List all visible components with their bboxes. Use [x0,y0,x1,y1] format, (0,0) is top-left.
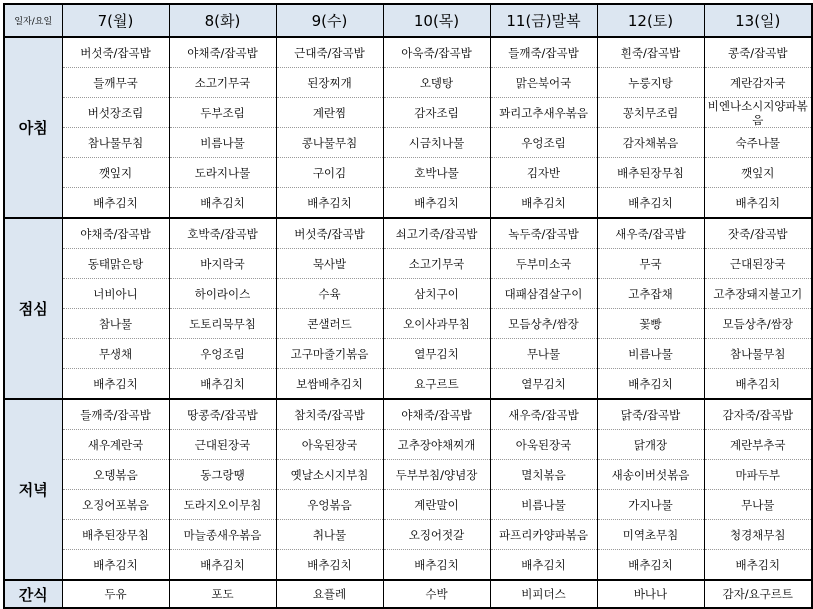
menu-item: 두부조림 [169,98,276,128]
menu-item: 두부미소국 [490,249,597,279]
menu-body [4,37,812,608]
menu-row [4,37,812,68]
menu-item: 고추잡채 [597,279,704,309]
menu-item: 근대된장국 [704,249,812,279]
menu-row [4,490,812,520]
menu-item: 계란부추국 [704,430,812,460]
menu-item: 배추김치 [597,550,704,581]
menu-item: 닭개장 [597,430,704,460]
meal-label: 저녁 [4,399,62,580]
menu-item: 멸치볶음 [490,460,597,490]
menu-item: 열무김치 [490,369,597,400]
menu-item: 보쌈배추김치 [276,369,383,400]
menu-item: 배추김치 [276,550,383,581]
menu-item: 무나물 [490,339,597,369]
menu-item: 아욱된장국 [490,430,597,460]
menu-item: 아욱죽/잡곡밥 [383,37,490,68]
menu-item: 무국 [597,249,704,279]
menu-item: 꽈리고추새우볶음 [490,98,597,128]
menu-item: 배추김치 [169,369,276,400]
menu-item: 들깨죽/잡곡밥 [490,37,597,68]
menu-item: 새우계란국 [62,430,169,460]
menu-item: 미역초무침 [597,520,704,550]
menu-row [4,460,812,490]
menu-item: 무나물 [704,490,812,520]
meal-plan-table [3,3,813,609]
menu-item: 새송이버섯볶음 [597,460,704,490]
menu-item: 오징어포볶음 [62,490,169,520]
menu-item: 배추된장무침 [62,520,169,550]
menu-item: 하이라이스 [169,279,276,309]
menu-row [4,309,812,339]
snack-item: 비피더스 [490,580,597,608]
meal-label: 아침 [4,37,62,218]
menu-item: 바지락국 [169,249,276,279]
day-header: 12(토) [597,4,704,37]
menu-row [4,128,812,158]
snack-item: 수박 [383,580,490,608]
menu-item: 삼치구이 [383,279,490,309]
menu-item: 계란감자국 [704,68,812,98]
menu-item: 동태맑은탕 [62,249,169,279]
menu-item: 고추장야채찌개 [383,430,490,460]
menu-item: 배추김치 [62,369,169,400]
menu-item: 흰죽/잡곡밥 [597,37,704,68]
menu-item: 콩나물무침 [276,128,383,158]
menu-item: 배추김치 [169,550,276,581]
menu-row [4,550,812,581]
menu-item: 배추김치 [383,188,490,219]
menu-item: 꽃빵 [597,309,704,339]
menu-item: 깻잎지 [704,158,812,188]
date-day-header: 일자/요일 [4,4,62,37]
menu-item: 콘샐러드 [276,309,383,339]
header-row [4,4,812,37]
menu-item: 야채죽/잡곡밥 [169,37,276,68]
menu-item: 오뎅탕 [383,68,490,98]
menu-item: 가지나물 [597,490,704,520]
menu-item: 참나물 [62,309,169,339]
menu-item: 근대된장국 [169,430,276,460]
menu-item: 아욱된장국 [276,430,383,460]
menu-item: 비름나물 [597,339,704,369]
menu-item: 버섯죽/잡곡밥 [62,37,169,68]
menu-item: 들깨무국 [62,68,169,98]
menu-item: 배추김치 [62,550,169,581]
menu-row [4,98,812,128]
menu-item: 소고기무국 [383,249,490,279]
menu-item: 비엔나소시지양파볶음 [704,98,812,128]
day-header: 8(화) [169,4,276,37]
menu-item: 꽁치무조림 [597,98,704,128]
menu-item: 배추김치 [490,188,597,219]
menu-item: 모듬상추/쌈장 [490,309,597,339]
day-header: 9(수) [276,4,383,37]
menu-item: 배추김치 [62,188,169,219]
menu-item: 호박나물 [383,158,490,188]
menu-item: 도라지나물 [169,158,276,188]
menu-item: 배추김치 [276,188,383,219]
menu-item: 너비아니 [62,279,169,309]
menu-row [4,68,812,98]
menu-item: 무생채 [62,339,169,369]
menu-row [4,399,812,430]
menu-item: 쇠고기죽/잡곡밥 [383,218,490,249]
menu-item: 배추김치 [704,550,812,581]
menu-row [4,279,812,309]
menu-item: 배추김치 [490,550,597,581]
menu-row [4,188,812,219]
menu-item: 도라지오이무침 [169,490,276,520]
menu-row [4,218,812,249]
menu-item: 수육 [276,279,383,309]
snack-item: 두유 [62,580,169,608]
menu-item: 우엉조림 [169,339,276,369]
day-header: 7(월) [62,4,169,37]
menu-item: 우엉볶음 [276,490,383,520]
menu-item: 땅콩죽/잡곡밥 [169,399,276,430]
menu-item: 오이사과무침 [383,309,490,339]
menu-item: 근대죽/잡곡밥 [276,37,383,68]
menu-row [4,249,812,279]
menu-item: 버섯죽/잡곡밥 [276,218,383,249]
menu-item: 배추김치 [597,369,704,400]
menu-item: 감자조림 [383,98,490,128]
menu-item: 맑은북어국 [490,68,597,98]
menu-item: 버섯장조림 [62,98,169,128]
menu-item: 오징어젓갈 [383,520,490,550]
menu-item: 두부부침/양념장 [383,460,490,490]
menu-item: 옛날소시지부침 [276,460,383,490]
menu-item: 참나물무침 [62,128,169,158]
day-header: 10(목) [383,4,490,37]
menu-item: 대패삼겹살구이 [490,279,597,309]
menu-item: 참나물무침 [704,339,812,369]
snack-item: 바나나 [597,580,704,608]
menu-row [4,339,812,369]
menu-item: 감자채볶음 [597,128,704,158]
snack-item: 감자/요구르트 [704,580,812,608]
menu-item: 비름나물 [490,490,597,520]
menu-item: 배추김치 [704,188,812,219]
menu-item: 김자반 [490,158,597,188]
menu-item: 동그랑땡 [169,460,276,490]
menu-item: 소고기무국 [169,68,276,98]
menu-item: 묵사발 [276,249,383,279]
menu-item: 계란말이 [383,490,490,520]
menu-row [4,158,812,188]
menu-item: 배추김치 [169,188,276,219]
menu-item: 구이김 [276,158,383,188]
snack-item: 요플레 [276,580,383,608]
menu-item: 배추김치 [383,550,490,581]
menu-item: 배추된장무침 [597,158,704,188]
menu-item: 도토리묵무침 [169,309,276,339]
menu-item: 마파두부 [704,460,812,490]
menu-item: 들깨죽/잡곡밥 [62,399,169,430]
snack-row [4,580,812,608]
menu-item: 청경채무침 [704,520,812,550]
menu-item: 배추김치 [704,369,812,400]
day-header: 11(금)말복 [490,4,597,37]
menu-item: 비름나물 [169,128,276,158]
menu-item: 마늘종새우볶음 [169,520,276,550]
menu-item: 깻잎지 [62,158,169,188]
menu-item: 우엉조림 [490,128,597,158]
menu-item: 누룽지탕 [597,68,704,98]
menu-item: 모듬상추/쌈장 [704,309,812,339]
snack-item: 포도 [169,580,276,608]
menu-item: 된장찌개 [276,68,383,98]
menu-item: 열무김치 [383,339,490,369]
menu-item: 감자죽/잡곡밥 [704,399,812,430]
menu-item: 고구마줄기볶음 [276,339,383,369]
menu-item: 새우죽/잡곡밥 [597,218,704,249]
menu-item: 야채죽/잡곡밥 [383,399,490,430]
menu-item: 숙주나물 [704,128,812,158]
menu-item: 계란찜 [276,98,383,128]
menu-item: 콩죽/잡곡밥 [704,37,812,68]
menu-item: 야채죽/잡곡밥 [62,218,169,249]
meal-label: 점심 [4,218,62,399]
menu-item: 오뎅볶음 [62,460,169,490]
menu-item: 시금치나물 [383,128,490,158]
snack-label: 간식 [4,580,62,608]
menu-row [4,369,812,400]
menu-item: 배추김치 [597,188,704,219]
menu-item: 잣죽/잡곡밥 [704,218,812,249]
menu-row [4,520,812,550]
menu-item: 참치죽/잡곡밥 [276,399,383,430]
menu-item: 닭죽/잡곡밥 [597,399,704,430]
menu-item: 요구르트 [383,369,490,400]
menu-item: 녹두죽/잡곡밥 [490,218,597,249]
menu-item: 고추장돼지불고기 [704,279,812,309]
menu-item: 파프리카양파볶음 [490,520,597,550]
menu-item: 호박죽/잡곡밥 [169,218,276,249]
menu-row [4,430,812,460]
day-header: 13(일) [704,4,812,37]
menu-item: 새우죽/잡곡밥 [490,399,597,430]
menu-item: 취나물 [276,520,383,550]
